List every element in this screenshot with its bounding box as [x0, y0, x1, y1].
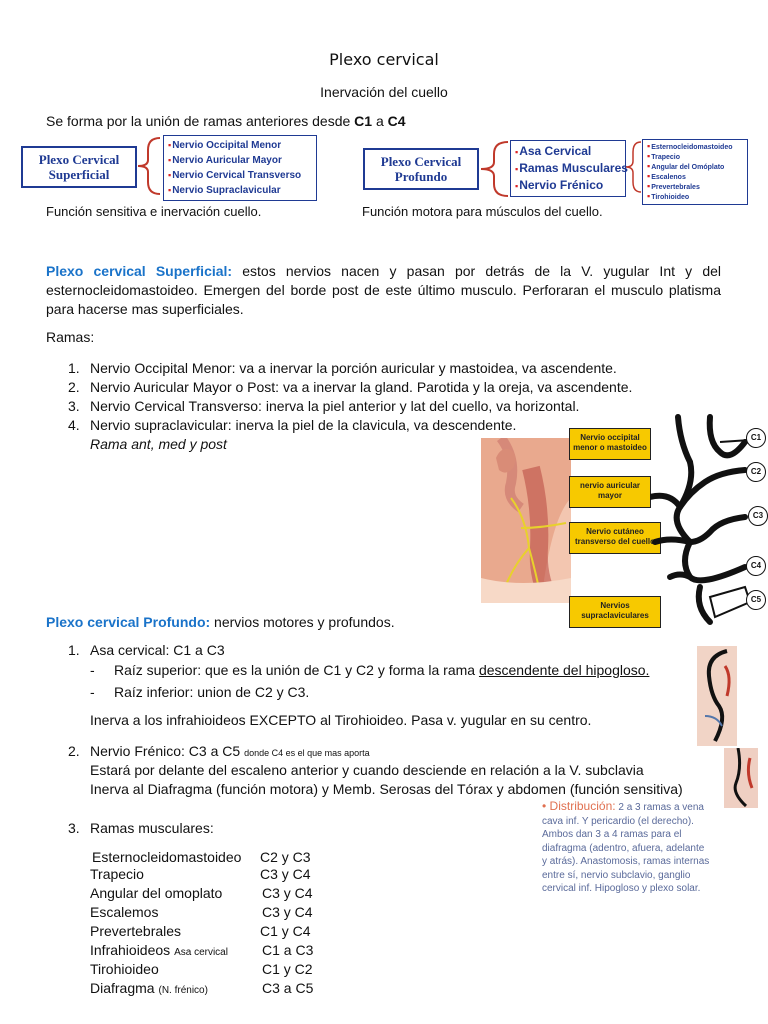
- profundo-item: ▪ Ramas Musculares: [515, 160, 621, 177]
- list-number: 4.: [68, 417, 80, 433]
- profundo-muscle-item: ▪ Angular del Omóplato: [647, 162, 743, 172]
- inerva-text: Inerva a los infrahioideos EXCEPTO al Tirohioideo. Pasa v. yugular en su centro.: [90, 712, 592, 728]
- callout-text: nervio auricular mayor: [579, 481, 641, 500]
- muscle-name: Tirohioideo: [90, 961, 159, 977]
- superficial-box: [21, 146, 137, 188]
- superficial-item: ▪ Nervio Supraclavicular: [168, 183, 312, 198]
- muscle-name: Esternocleidomastoideo: [92, 849, 242, 865]
- muscle-value: C3 y C4: [262, 904, 313, 920]
- muscle-value: C1 a C3: [262, 942, 314, 958]
- phrenic-line3: Inerva al Diafragma (función motora) y Memb. Serosas del Tórax y abdomen (función sensitiva): [90, 781, 683, 797]
- profundo-function: Función motora para músculos del cuello.: [362, 204, 603, 219]
- neck-illustration: [481, 438, 571, 603]
- superficial-brace: [136, 136, 164, 196]
- muscle-value: C1 y C4: [260, 923, 311, 939]
- distribucion-label: Distribución:: [549, 799, 616, 813]
- superficial-item: ▪ Nervio Cervical Transverso: [168, 168, 312, 183]
- profundo-muscle-item: ▪ Tirohioideo: [647, 192, 743, 202]
- muscle-row: [90, 904, 313, 920]
- muscle-name: Infrahioideos: [90, 942, 171, 958]
- superficial-list: [163, 135, 317, 201]
- level-c4: C4: [746, 556, 766, 576]
- dash: -: [90, 684, 95, 700]
- profundo-muscle-item: ▪ Prevertebrales: [647, 182, 743, 192]
- superficial-item: ▪ Nervio Occipital Menor: [168, 138, 312, 153]
- profundo-item: ▪ Nervio Frénico: [515, 177, 621, 194]
- superficial-paragraph: [46, 262, 721, 319]
- page-subtitle: Inervación del cuello: [320, 84, 448, 100]
- profundo-brace: [478, 140, 512, 198]
- muscle-value: C3 a C5: [262, 980, 314, 996]
- list-text: Ramas musculares:: [90, 820, 214, 836]
- profundo-muscle-item: ▪ Trapecio: [647, 152, 743, 162]
- callout-auricular: [569, 476, 651, 508]
- muscle-value: C3 y C4: [262, 885, 313, 901]
- superficial-function: Función sensitiva e inervación cuello.: [46, 204, 262, 219]
- muscle-row: [90, 942, 314, 958]
- muscle-name: Escalemos: [90, 904, 159, 920]
- intro-line: [46, 113, 406, 129]
- page-title: Plexo cervical: [329, 50, 439, 69]
- intro-a: a: [372, 113, 388, 129]
- callout-occipital: [569, 428, 651, 460]
- list-text: Nervio Auricular Mayor o Post: va a inervar la gland. Parotida y la oreja, va ascendente.: [90, 379, 633, 395]
- intro-c1: C1: [354, 113, 373, 129]
- list-number: 1.: [68, 642, 80, 658]
- muscle-name: Angular del omoplato: [90, 885, 223, 901]
- list-text: Nervio supraclavicular: inerva la piel de la clavicula, va descendente.: [90, 417, 517, 433]
- profundo-muscle-item: ▪ Esternocleidomastoideo: [647, 142, 743, 152]
- muscle-note: (N. frénico): [158, 985, 208, 996]
- list-number: 2.: [68, 379, 80, 395]
- superficial-box-line2: Superficial: [48, 167, 110, 182]
- list-small-note: donde C4 es el que mas aporta: [244, 748, 370, 758]
- superficial-body: estos nervios nacen y pasan por detrás de la V. yugular Int y del esternocleidomastoideo. Emergen del borde post de este último musculo. Perforaran el musculo platisma para hacerse mas superficiales.: [46, 263, 722, 317]
- phrenic-illustration: [724, 748, 758, 808]
- level-c2: C2: [746, 462, 766, 482]
- profundo-muscle-item: ▪ Escalenos: [647, 172, 743, 182]
- intro-c4: C4: [387, 113, 406, 129]
- list-text: Asa cervical: C1 a C3: [90, 642, 225, 658]
- profundo-item: ▪ Asa Cervical: [515, 143, 621, 160]
- rama-note: Rama ant, med y post: [90, 436, 227, 452]
- intro-text: Se forma por la unión de ramas anteriores desde: [46, 113, 355, 129]
- list-text: Nervio Cervical Transverso: inerva la piel anterior y lat del cuello, va horizontal.: [90, 398, 580, 414]
- level-c3: C3: [748, 506, 768, 526]
- muscle-row: [90, 961, 313, 977]
- profundo-body: nervios motores y profundos.: [210, 614, 395, 630]
- list-text: Nervio Frénico: C3 a C5: [90, 743, 245, 759]
- list-number: 3.: [68, 398, 80, 414]
- list-text: Nervio Occipital Menor: va a inervar la porción auricular y mastoidea, va ascendente.: [90, 360, 617, 376]
- list-number: 1.: [68, 360, 80, 376]
- dash: -: [90, 662, 95, 678]
- list-number: 3.: [68, 820, 80, 836]
- profundo-muscles-list: [642, 139, 748, 205]
- muscle-row: [90, 923, 311, 939]
- superficial-item: ▪ Nervio Auricular Mayor: [168, 153, 312, 168]
- profundo-paragraph: [46, 614, 395, 630]
- muscle-note: Asa cervical: [174, 947, 228, 958]
- muscle-value: C1 y C2: [262, 961, 313, 977]
- profundo-box-line1: Plexo Cervical: [380, 154, 462, 169]
- distribucion-text: 2 a 3 ramas a vena cava inf. Y pericardio (el derecho). Ambos dan 3 a 4 ramas para el diafragma (adentro, afuera, adelante y atrás). Anastomosis, ramas internas entre sí, nervio subclavio, ganglio cervical inf. Hipogloso y plexo solar.: [542, 802, 710, 894]
- profundo-box-line2: Profundo: [394, 169, 448, 184]
- profundo-list: [510, 140, 626, 197]
- hypoglossal-illustration: [697, 646, 737, 746]
- list-number: 2.: [68, 743, 80, 759]
- ramas-label: Ramas:: [46, 329, 95, 345]
- callout-text: Nervios supraclaviculares: [581, 601, 649, 620]
- muscle-name: Trapecio: [90, 866, 144, 882]
- muscle-name: Prevertebrales: [90, 923, 182, 939]
- distribucion-note: • Distribución: 2 a 3 ramas a vena cava inf. Y pericardio (el derecho). Ambos dan 3 a 4 ramas para el diafragma (adentro, afuera, adelante y atrás). Anastomosis, ramas internas entre sí, nervio subclavio, ganglio cervical inf. Hipogloso y plexo solar.: [542, 799, 710, 894]
- sub2-text: Raíz inferior: union de C2 y C3.: [114, 684, 310, 700]
- phrenic-line2: Estará por delante del escaleno anterior y cuando desciende en relación a la V. subclavia: [90, 762, 644, 778]
- plexus-schematic: [650, 412, 750, 632]
- sub1-text: Raíz superior: que es la unión de C1 y C2 y forma la rama: [114, 662, 479, 678]
- muscle-row: [90, 980, 314, 996]
- sub1-underlined: descendente del hipogloso.: [478, 662, 650, 678]
- callout-text: Nervio occipital menor o mastoideo: [573, 433, 647, 452]
- superficial-box-line1: Plexo Cervical: [38, 152, 120, 167]
- muscle-name: Diafragma: [90, 980, 155, 996]
- level-c1: C1: [746, 428, 766, 448]
- muscle-value: C2 y C3: [260, 849, 311, 865]
- profundo-box: [363, 148, 479, 190]
- muscle-row: [92, 849, 311, 865]
- muscle-row: [90, 866, 311, 882]
- callout-supraclaviculares: [569, 596, 661, 628]
- muscle-row: [90, 885, 313, 901]
- level-c5: C5: [746, 590, 766, 610]
- profundo-heading: Plexo cervical Profundo:: [46, 614, 211, 630]
- superficial-heading: Plexo cervical Superficial:: [46, 263, 233, 279]
- callout-text: Nervio cutáneo transverso del cuello: [574, 527, 656, 546]
- muscle-value: C3 y C4: [260, 866, 311, 882]
- callout-transverso: [569, 522, 661, 554]
- muscles-brace: [624, 140, 644, 194]
